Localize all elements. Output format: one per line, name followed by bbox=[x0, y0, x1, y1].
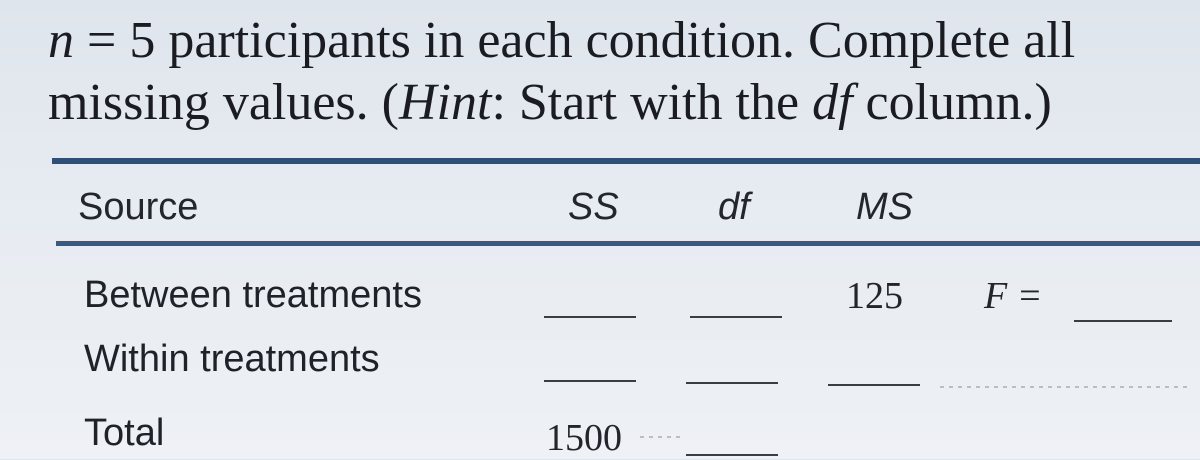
within-ms-blank[interactable] bbox=[828, 384, 920, 386]
total-ss-value: 1500 bbox=[546, 417, 622, 459]
header-df: df bbox=[718, 186, 750, 228]
f-label bbox=[984, 274, 1042, 318]
row-label-within: Within treatments bbox=[84, 338, 380, 380]
header-ms: MS bbox=[856, 186, 913, 228]
prompt-line-2-start: missing values. ( bbox=[48, 74, 399, 131]
prompt-line-1-text: = 5 participants in each condition. Complete all bbox=[74, 12, 1076, 69]
between-ss-blank[interactable] bbox=[544, 316, 636, 318]
total-leader-dots bbox=[640, 436, 680, 438]
df-word: df bbox=[812, 74, 853, 131]
table-top-rule bbox=[52, 158, 1200, 164]
prompt-line-1 bbox=[48, 10, 1168, 72]
prompt-line-2-end: column.) bbox=[852, 74, 1052, 131]
problem-prompt bbox=[48, 10, 1168, 134]
between-ms-value: 125 bbox=[846, 275, 903, 317]
total-df-blank[interactable] bbox=[686, 454, 778, 456]
hint-word: Hint bbox=[398, 74, 492, 131]
row-label-total: Total bbox=[84, 412, 165, 454]
within-df-blank[interactable] bbox=[686, 382, 778, 384]
prompt-line-2-mid: : Start with the bbox=[491, 74, 813, 131]
between-df-blank[interactable] bbox=[690, 316, 782, 318]
row-label-between: Between treatments bbox=[84, 274, 422, 316]
header-ss: SS bbox=[568, 186, 619, 228]
row-leader-dots bbox=[940, 386, 1190, 388]
f-label-text: F = bbox=[984, 275, 1043, 317]
f-value-blank[interactable] bbox=[1074, 320, 1172, 322]
table-header-rule bbox=[56, 241, 1200, 246]
header-source: Source bbox=[78, 186, 199, 228]
prompt-line-2 bbox=[48, 72, 1168, 134]
n-variable: n bbox=[48, 12, 74, 69]
within-ss-blank[interactable] bbox=[544, 380, 636, 382]
